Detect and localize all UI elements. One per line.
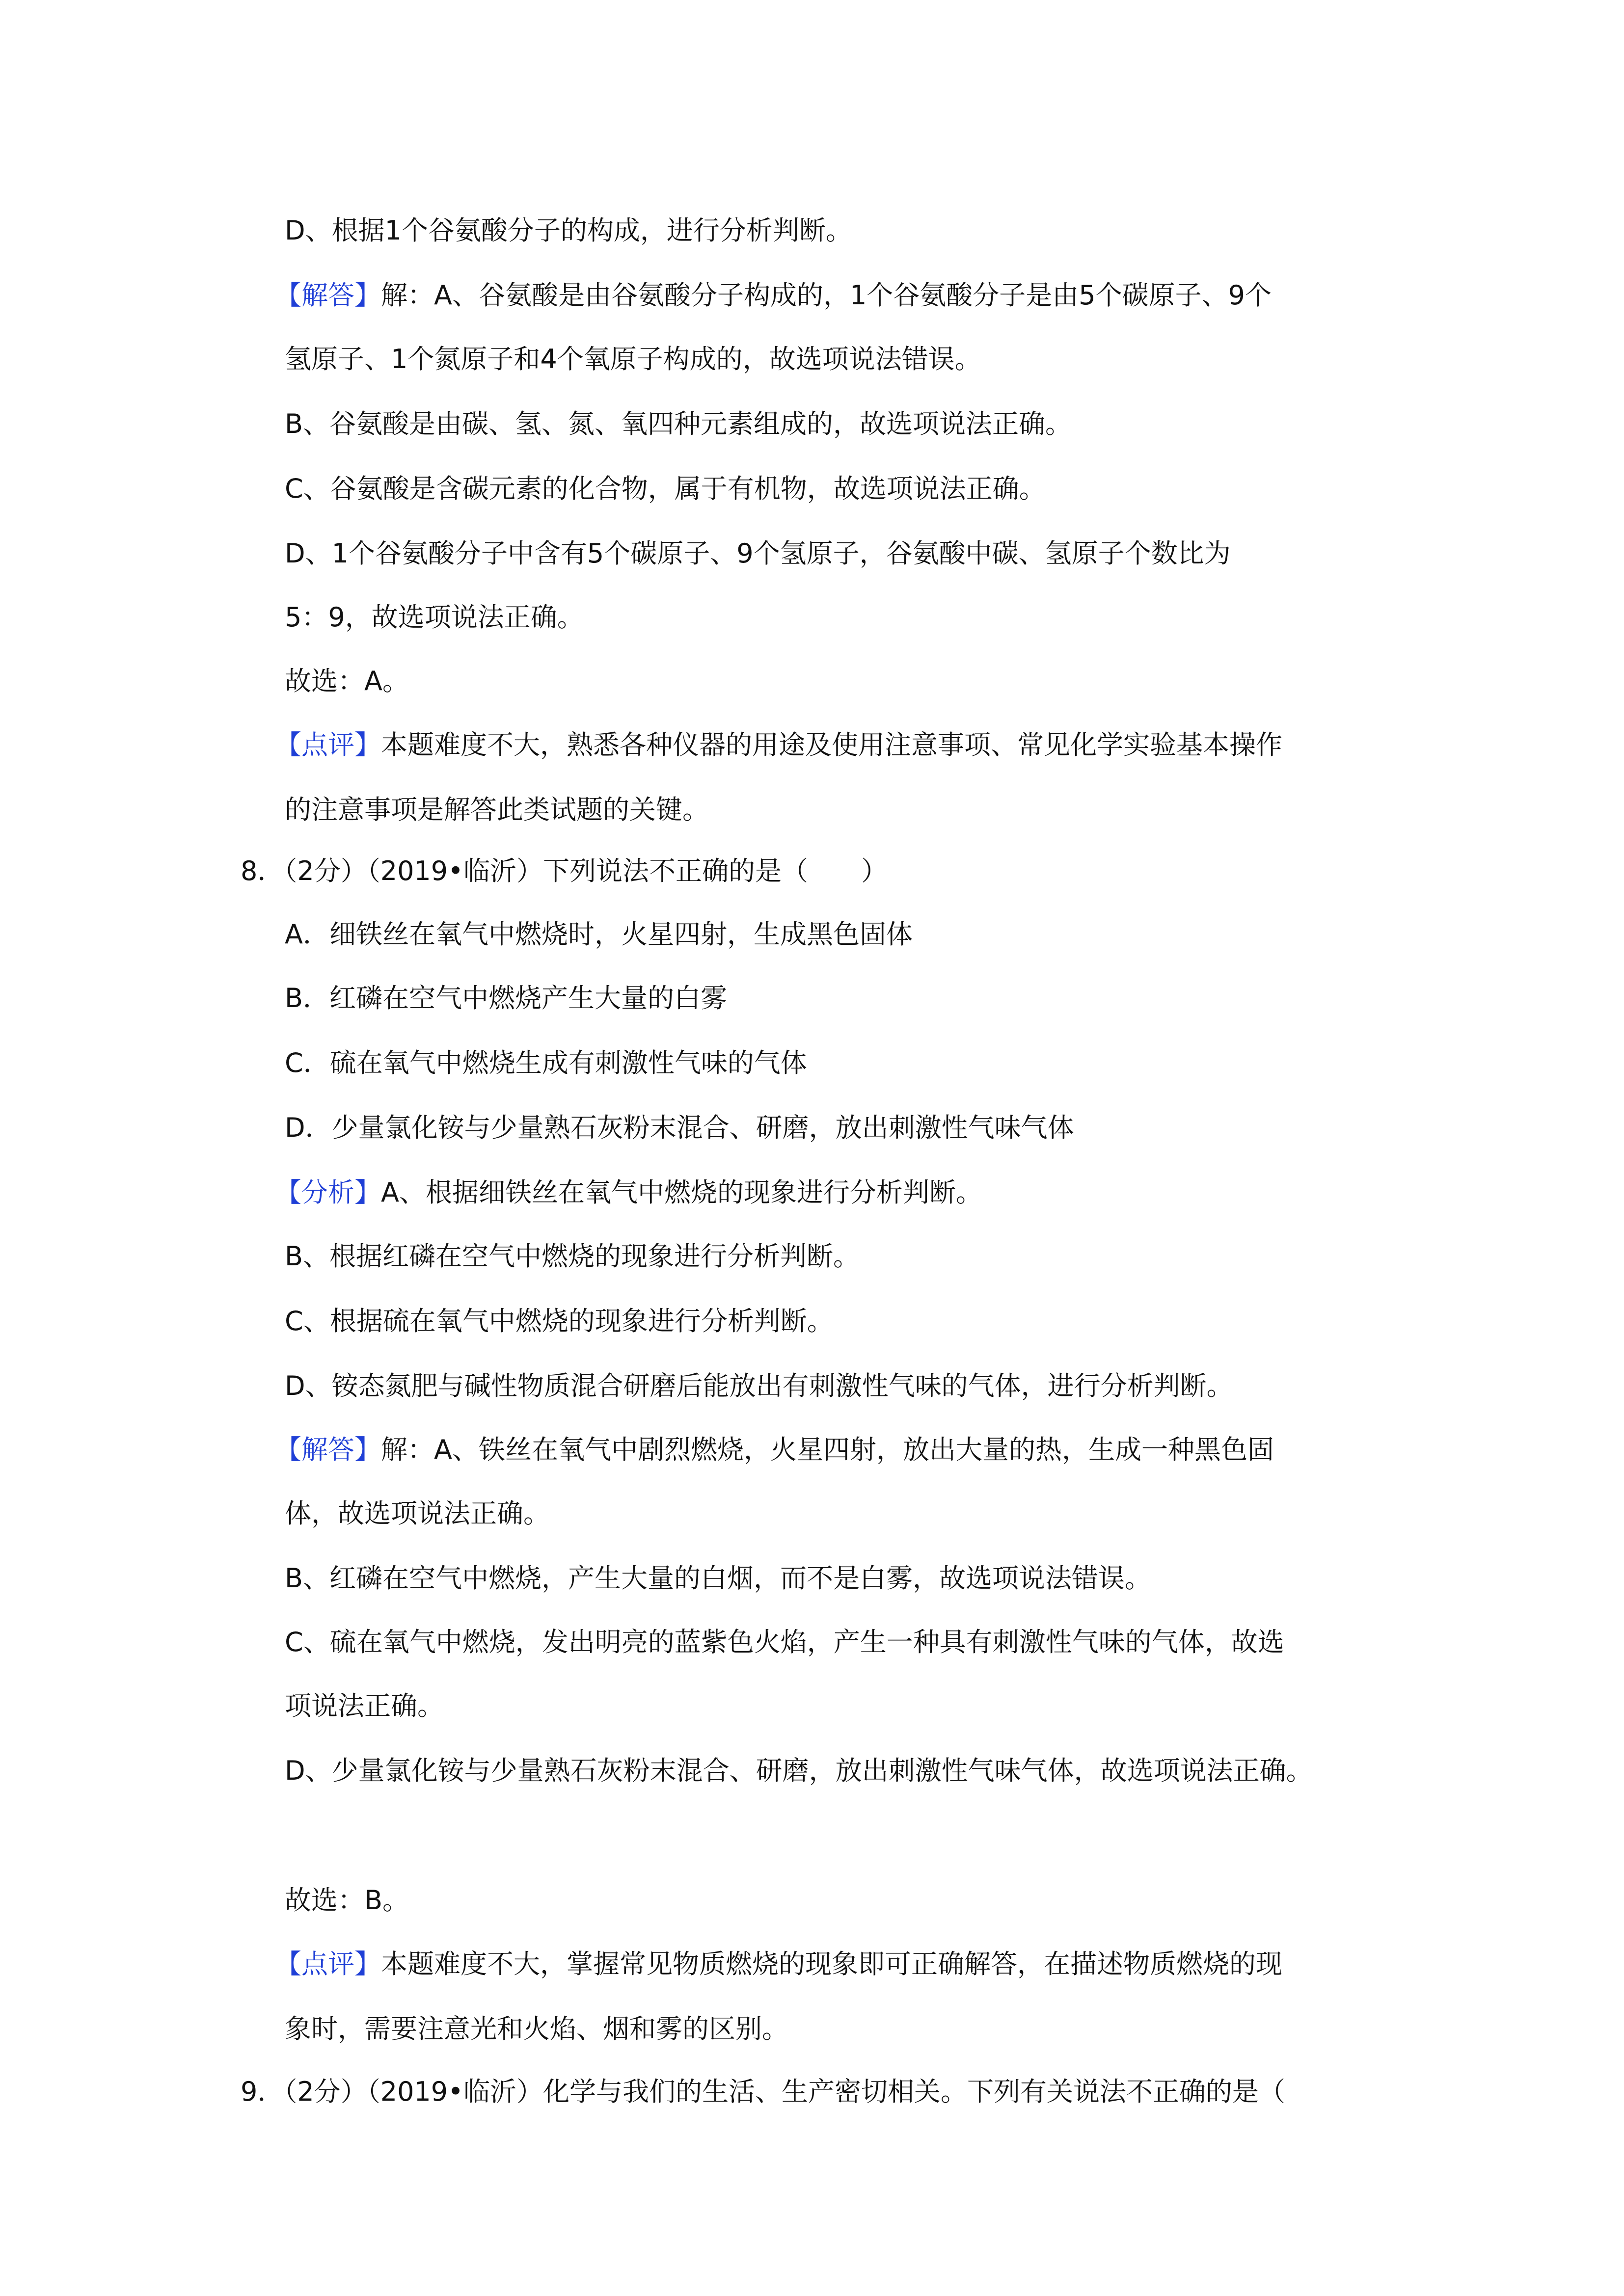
q8-answer-c-line-2: 项说法正确。: [285, 1690, 444, 1721]
q8-analysis-c: C、根据硫在氧气中燃烧的现象进行分析判断。: [285, 1306, 834, 1336]
q8-comment-line-1: [275, 1945, 1282, 1984]
q7-choice: 故选：A。: [285, 666, 409, 696]
q7-answer-line-2: 氢原子、1个氮原子和4个氧原子构成的，故选项说法错误。: [285, 344, 981, 374]
q7-answer-d-line-2: 5：9，故选项说法正确。: [285, 602, 584, 633]
q7-comment-text-1: 本题难度不大，熟悉各种仪器的用途及使用注意事项、常见化学实验基本操作: [381, 729, 1282, 760]
q7-answer-b: B、谷氨酸是由碳、氢、氮、氧四种元素组成的，故选项说法正确。: [285, 408, 1072, 439]
answer-tag: 【解答】: [275, 280, 381, 311]
q8-option-d: D．少量氯化铵与少量熟石灰粉末混合、研磨，放出刺激性气味气体: [285, 1112, 1074, 1143]
q7-analysis-d: D、根据1个谷氨酸分子的构成，进行分析判断。: [285, 215, 852, 246]
q8-option-c: C．硫在氧气中燃烧生成有刺激性气味的气体: [285, 1047, 807, 1078]
analysis-tag: 【分析】: [275, 1177, 381, 1208]
q7-comment-line-2: 的注意事项是解答此类试题的关键。: [285, 794, 709, 825]
q7-answer-text-1: 解：A、谷氨酸是由谷氨酸分子构成的，1个谷氨酸分子是由5个碳原子、9个: [381, 280, 1272, 311]
q8-comment-text-1: 本题难度不大，掌握常见物质燃烧的现象即可正确解答，在描述物质燃烧的现: [381, 1949, 1282, 1979]
q8-analysis-b: B、根据红磷在空气中燃烧的现象进行分析判断。: [285, 1241, 860, 1272]
q8-stem: 8．（2分）（2019•临沂）下列说法不正确的是（ ）: [241, 855, 888, 886]
q8-choice: 故选：B。: [285, 1885, 409, 1916]
q8-option-b: B．红磷在空气中燃烧产生大量的白雾: [285, 983, 728, 1014]
q8-option-a: A．细铁丝在氧气中燃烧时，火星四射，生成黑色固体: [285, 919, 913, 950]
q8-answer-d: D、少量氯化铵与少量熟石灰粉末混合、研磨，放出刺激性气味气体，故选项说法正确。: [285, 1755, 1313, 1786]
q8-analysis-text-a: A、根据细铁丝在氧气中燃烧的现象进行分析判断。: [381, 1177, 982, 1208]
q7-answer-d-line-1: D、1个谷氨酸分子中含有5个碳原子、9个氢原子，谷氨酸中碳、氢原子个数比为: [285, 538, 1231, 569]
q8-analysis-line-a: [275, 1173, 982, 1212]
comment-tag: 【点评】: [275, 1949, 381, 1979]
q7-answer-line-1: [275, 276, 1272, 315]
q8-answer-line-2: 体，故选项说法正确。: [285, 1498, 550, 1529]
q9-stem: 9．（2分）（2019•临沂）化学与我们的生活、生产密切相关。下列有关说法不正确的是（: [241, 2076, 1285, 2107]
q7-comment-line-1: [275, 725, 1282, 765]
answer-tag: 【解答】: [275, 1434, 381, 1465]
q8-answer-text-1: 解：A、铁丝在氧气中剧烈燃烧，火星四射，放出大量的热，生成一种黑色固: [381, 1434, 1274, 1465]
q8-answer-line-1: [275, 1430, 1274, 1469]
q8-analysis-d: D、铵态氮肥与碱性物质混合研磨后能放出有刺激性气味的气体，进行分析判断。: [285, 1370, 1233, 1401]
q8-answer-c-line-1: C、硫在氧气中燃烧，发出明亮的蓝紫色火焰，产生一种具有刺激性气味的气体，故选: [285, 1627, 1284, 1657]
comment-tag: 【点评】: [275, 729, 381, 760]
q8-answer-b: B、红磷在空气中燃烧，产生大量的白烟，而不是白雾，故选项说法错误。: [285, 1563, 1152, 1594]
q7-answer-c: C、谷氨酸是含碳元素的化合物，属于有机物，故选项说法正确。: [285, 473, 1046, 504]
q8-comment-line-2: 象时，需要注意光和火焰、烟和雾的区别。: [285, 2013, 788, 2044]
